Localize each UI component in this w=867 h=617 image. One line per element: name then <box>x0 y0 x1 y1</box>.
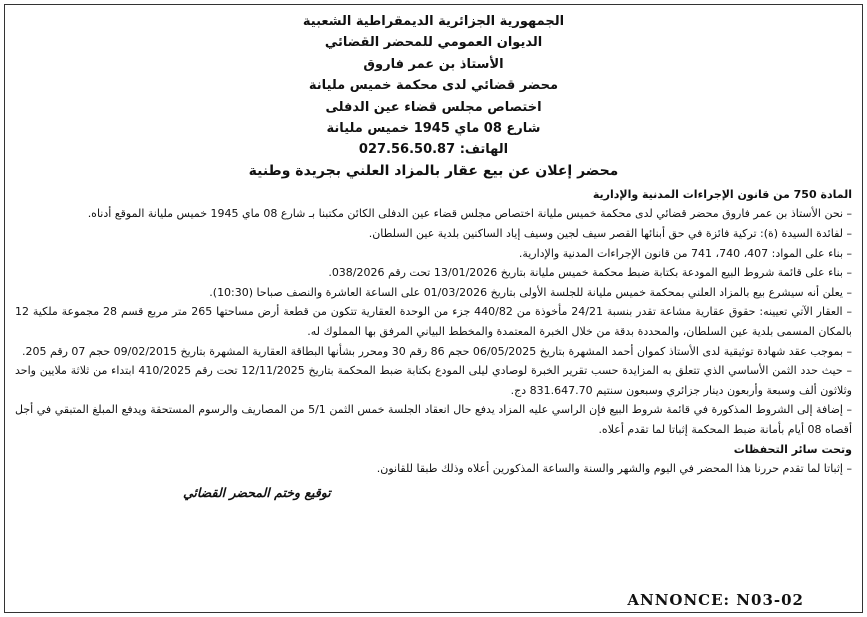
paragraph-deed: – بموجب عقد شهادة توثيقية لدى الأستاذ كموان أحمد المشهرة بتاريخ 06/05/2025 حجم 86 رقم 30 ومحرر بشأنها البطاقة العقارية المشهرة بتاريخ 09/02/2015 حجم 07 رقم 205. <box>22 344 852 358</box>
paragraph-legal-basis: – بناء على المواد: 407، 740، 741 من قانون الإجراءات المدنية والإدارية. <box>518 246 852 260</box>
header-line-address: شارع 08 ماي 1945 خميس مليانة <box>326 121 541 137</box>
header-phone <box>5 139 862 160</box>
paragraph-reservations: وتحت سائر التحفظات <box>733 442 852 456</box>
paragraph-conditions-list: – بناء على قائمة شروط البيع المودعة بكتابة ضبط محكمة خميس مليانة بتاريخ 13/01/2026 تحت رقم 038/2026. <box>328 266 852 280</box>
paragraph-base-price: – حيث حدد الثمن الأساسي الذي تتعلق به المزايدة حسب تقرير الخبرة لوصادي ليلى المودع بكتابة ضبط المحكمة بتاريخ 12/11/2025 تحت رقم 410/2025 ابتداء من ثلاثة ملايين واحد وثلاثون ألف وسبعة وأربعون دينار جزائري وسبعون سنتيم 831.647.70 دج. <box>15 364 852 397</box>
legal-notice <box>4 4 863 613</box>
article-reference: المادة 750 من قانون الإجراءات المدنية والإدارية <box>592 187 852 201</box>
paragraph-property: – العقار الآتي تعيينه: حقوق عقارية مشاعة تقدر بنسبة 24/21 مأخوذة من 440/82 جزء من الوحدة العقارية تتكون من قطعة أرض مساحتها 265 متر مربع قسم 28 مجموعة ملكية 12 بالمكان المسمى بلدية عين السلطان، والمحددة بدقة من خلال الخبرة المعتمدة والمخطط البياني المرفق بها المملوك له. <box>15 305 853 338</box>
paragraph-auction-date: – يعلن أنه سيشرع بيع بالمزاد العلني بمحكمة خميس مليانة للجلسة الأولى بتاريخ 01/03/2026 على الساعة العاشرة والنصف صباحا (10:30). <box>209 285 852 299</box>
header-line-office: الديوان العمومي للمحضر القضائي <box>324 35 543 51</box>
header-line-jurisdiction: اختصاص مجلس قضاء عين الدفلى <box>325 99 542 115</box>
header-line-bailiff-name: الأستاذ بن عمر فاروق <box>363 56 504 72</box>
phone-number: 027.56.50.87 <box>358 142 456 158</box>
paragraph-beneficiary: – لفائدة السيدة (ة): تركية فائزة في حق أبنائها القصر سيف لجين وسيف إياد الساكنين بلدية عين السلطان. <box>368 227 852 241</box>
paragraph-closing: – إثباتا لما تقدم حررنا هذا المحضر في اليوم والشهر والسنة والساعة المذكورين أعلاه وذلك طبقا للقانون. <box>376 462 852 476</box>
paragraph-payment-terms: – إضافة إلى الشروط المذكورة في قائمة شروط البيع فإن الراسي عليه المزاد يدفع حال انعقاد الجلسة خمس الثمن 5/1 من المصاريف والرسوم المستحقة ويدفع المبلغ المتبقي في أجل أقصاه 08 أيام بأمانة ضبط المحكمة إثباتا لما تقدم أعلاه. <box>15 403 852 436</box>
header-line-court: محضر قضائي لدى محكمة خميس مليانة <box>308 78 559 94</box>
paragraph-bailiff: – نحن الأستاذ بن عمر فاروق محضر قضائي لدى محكمة خميس مليانة اختصاص مجلس قضاء عين الدفلى الكائن مكتبنا بـ شارع 08 ماي 1945 خميس مليانة الموقع أدناه. <box>87 207 852 221</box>
annonce-number: ANNONCE: N03-02 <box>627 591 804 609</box>
notice-title: محضر إعلان عن بيع عقار بالمزاد العلني بجريدة وطنية <box>248 162 619 179</box>
notice-body <box>5 185 862 479</box>
notice-header <box>5 11 862 161</box>
phone-label: الهاتف: <box>459 142 509 158</box>
header-line-republic: الجمهورية الجزائرية الديمقراطية الشعبية <box>302 14 565 29</box>
signature-line: توقيع وختم المحضر القضائي <box>182 484 331 500</box>
